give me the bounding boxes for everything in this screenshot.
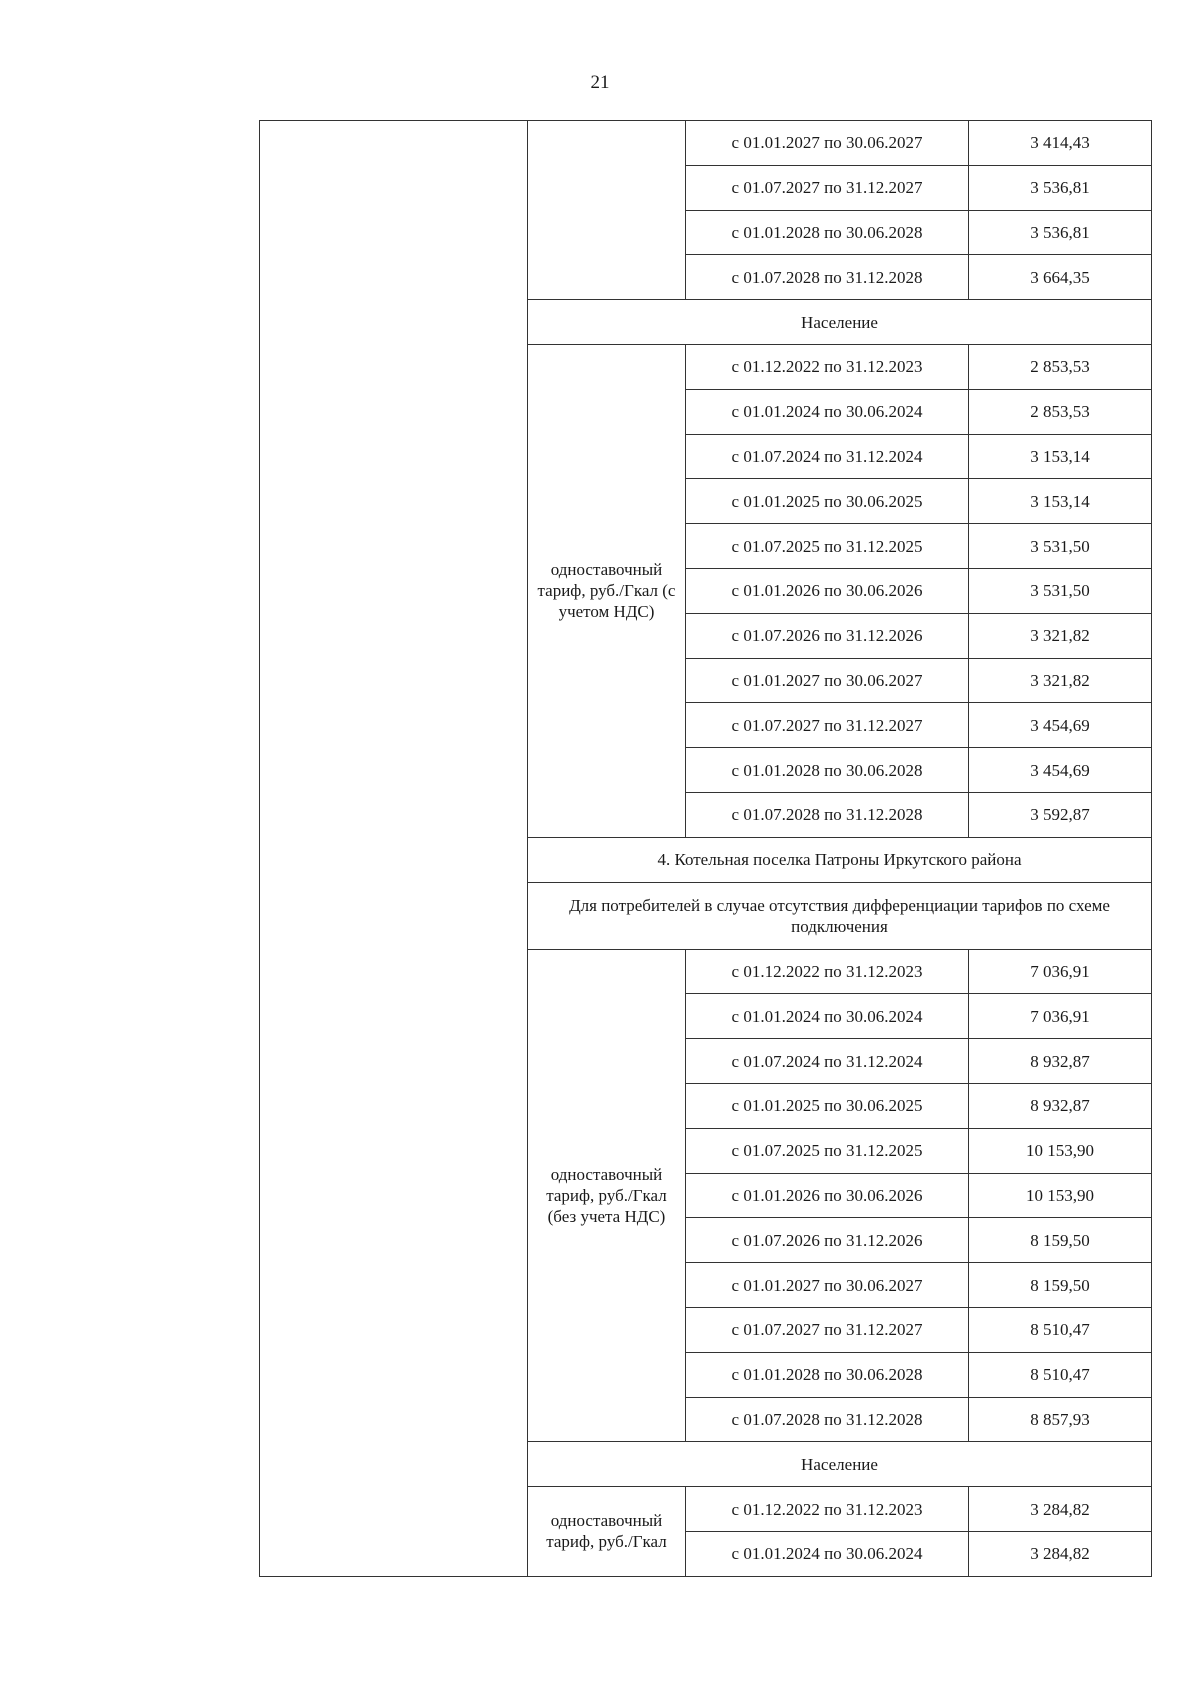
value-cell: 3 321,82 [969, 613, 1152, 658]
period-cell: с 01.07.2027 по 31.12.2027 [686, 1307, 969, 1352]
value-cell: 8 932,87 [969, 1039, 1152, 1084]
period-cell: с 01.01.2027 по 30.06.2027 [686, 121, 969, 166]
period-cell: с 01.07.2028 по 31.12.2028 [686, 1397, 969, 1442]
period-cell: с 01.12.2022 по 31.12.2023 [686, 344, 969, 389]
tariff-table-body [260, 121, 1152, 1577]
value-cell: 2 853,53 [969, 389, 1152, 434]
section-header: Население [528, 1442, 1152, 1487]
page-number: 21 [590, 72, 610, 93]
period-cell: с 01.01.2027 по 30.06.2027 [686, 658, 969, 703]
period-cell: с 01.07.2028 по 31.12.2028 [686, 792, 969, 837]
value-cell: 3 321,82 [969, 658, 1152, 703]
value-cell: 3 284,82 [969, 1531, 1152, 1576]
left-blank-column [260, 121, 528, 1577]
value-cell: 8 159,50 [969, 1263, 1152, 1308]
value-cell: 3 414,43 [969, 121, 1152, 166]
period-cell: с 01.01.2026 по 30.06.2026 [686, 568, 969, 613]
value-cell: 3 531,50 [969, 568, 1152, 613]
tariff-table [259, 120, 1152, 1577]
period-cell: с 01.07.2024 по 31.12.2024 [686, 1039, 969, 1084]
value-cell: 8 857,93 [969, 1397, 1152, 1442]
period-cell: с 01.01.2028 по 30.06.2028 [686, 210, 969, 255]
value-cell: 3 531,50 [969, 524, 1152, 569]
period-cell: с 01.07.2024 по 31.12.2024 [686, 434, 969, 479]
period-cell: с 01.01.2025 по 30.06.2025 [686, 479, 969, 524]
tariff-type-label: одноставочный тариф, руб./Гкал (с учетом НДС) [528, 344, 686, 837]
value-cell: 3 153,14 [969, 434, 1152, 479]
value-cell: 3 284,82 [969, 1487, 1152, 1532]
value-cell: 3 536,81 [969, 165, 1152, 210]
value-cell: 3 536,81 [969, 210, 1152, 255]
value-cell: 2 853,53 [969, 344, 1152, 389]
period-cell: с 01.01.2027 по 30.06.2027 [686, 1263, 969, 1308]
value-cell: 10 153,90 [969, 1173, 1152, 1218]
period-cell: с 01.01.2024 по 30.06.2024 [686, 389, 969, 434]
period-cell: с 01.01.2024 по 30.06.2024 [686, 994, 969, 1039]
tariff-type-label: одноставочный тариф, руб./Гкал (без учета НДС) [528, 949, 686, 1442]
value-cell: 3 454,69 [969, 748, 1152, 793]
section-header: 4. Котельная поселка Патроны Иркутского района [528, 837, 1152, 882]
period-cell: с 01.12.2022 по 31.12.2023 [686, 949, 969, 994]
value-cell: 8 159,50 [969, 1218, 1152, 1263]
period-cell: с 01.07.2027 по 31.12.2027 [686, 165, 969, 210]
value-cell: 8 510,47 [969, 1352, 1152, 1397]
section-header: Для потребителей в случае отсутствия дифференциации тарифов по схеме подключения [528, 882, 1152, 949]
value-cell: 7 036,91 [969, 949, 1152, 994]
period-cell: с 01.01.2028 по 30.06.2028 [686, 1352, 969, 1397]
period-cell: с 01.07.2025 по 31.12.2025 [686, 1128, 969, 1173]
period-cell: с 01.12.2022 по 31.12.2023 [686, 1487, 969, 1532]
period-cell: с 01.07.2028 по 31.12.2028 [686, 255, 969, 300]
value-cell: 10 153,90 [969, 1128, 1152, 1173]
tariff-type-label [528, 121, 686, 300]
value-cell: 7 036,91 [969, 994, 1152, 1039]
section-header: Население [528, 300, 1152, 345]
period-cell: с 01.07.2025 по 31.12.2025 [686, 524, 969, 569]
value-cell: 8 510,47 [969, 1307, 1152, 1352]
period-cell: с 01.07.2026 по 31.12.2026 [686, 613, 969, 658]
value-cell: 3 664,35 [969, 255, 1152, 300]
period-cell: с 01.01.2028 по 30.06.2028 [686, 748, 969, 793]
tariff-type-label: одноставочный тариф, руб./Гкал [528, 1487, 686, 1577]
period-cell: с 01.01.2025 по 30.06.2025 [686, 1083, 969, 1128]
period-cell: с 01.01.2026 по 30.06.2026 [686, 1173, 969, 1218]
value-cell: 3 592,87 [969, 792, 1152, 837]
period-cell: с 01.01.2024 по 30.06.2024 [686, 1531, 969, 1576]
value-cell: 3 454,69 [969, 703, 1152, 748]
table-row [260, 121, 1152, 166]
period-cell: с 01.07.2026 по 31.12.2026 [686, 1218, 969, 1263]
value-cell: 8 932,87 [969, 1083, 1152, 1128]
period-cell: с 01.07.2027 по 31.12.2027 [686, 703, 969, 748]
value-cell: 3 153,14 [969, 479, 1152, 524]
